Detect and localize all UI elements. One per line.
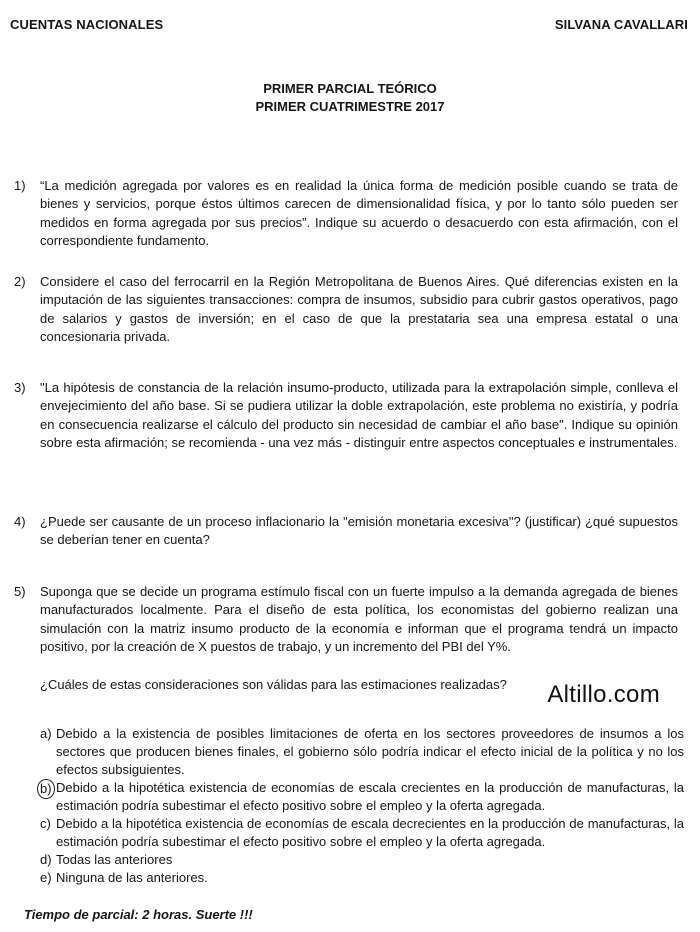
option-letter: d) — [40, 851, 52, 867]
question-number: 4) — [14, 514, 26, 529]
question-text: “La medición agregada por valores es en realidad la única forma de medición posible cuando se trata de bienes y servicios, porque éstos últimos carecen de dimensionalidad física, y por lo tanto sólo pueden ser medidos en forma agregada por sus precios”. Indique su acuerdo o desacuerdo con esta afirmación, con el correspondiente fundamento. — [40, 178, 678, 249]
exam-title-line-1: PRIMER PARCIAL TEÓRICO — [263, 81, 437, 96]
option-text: Debido a la hipotética existencia de economías de escala crecientes en la producción de manufacturas, la estimación podría subestimar el efecto positivo sobre el empleo y la oferta agregada. — [56, 779, 684, 813]
question-number: 5) — [14, 584, 26, 599]
answer-options — [40, 725, 684, 886]
option-text: Todas las anteriores — [56, 851, 173, 867]
question-5-prompt: ¿Cuáles de estas consideraciones son válidas para las estimaciones realizadas? — [40, 677, 507, 692]
question-text: Considere el caso del ferrocarril en la Región Metropolitana de Buenos Aires. Qué diferencias existen en la imputación de las siguientes transacciones: compra de insumos, subsidio para cubrir gastos operativos, pago de salarios y gastos de inversión; en el caso de que la prestataria sea una empresa estatal o una concesionaria privada. — [40, 274, 678, 345]
question-1 — [14, 177, 678, 251]
option-a — [40, 725, 684, 779]
option-c — [40, 815, 684, 851]
option-letter: e) — [40, 869, 52, 885]
option-text: Ninguna de las anteriores. — [56, 869, 208, 885]
option-text: Debido a la existencia de posibles limitaciones de oferta en los sectores proveedores de insumos a los sectores que producen bienes finales, el gobierno sólo podría indicar el efecto inicial de la política y no los efectos subsiguientes. — [56, 726, 684, 777]
watermark: Altillo.com — [547, 681, 660, 708]
exam-footer: Tiempo de parcial: 2 horas. Suerte !!! — [24, 907, 253, 922]
question-number: 1) — [14, 178, 26, 193]
question-5 — [14, 583, 678, 657]
question-3 — [14, 379, 678, 453]
option-e — [40, 869, 684, 887]
question-number: 3) — [14, 380, 26, 395]
option-letter: c) — [40, 815, 51, 831]
option-d — [40, 851, 684, 869]
question-4 — [14, 513, 678, 550]
question-text: "La hipótesis de constancia de la relación insumo-producto, utilizada para la extrapolación simple, conlleva el envejecimiento del año base. Si se pudiera utilizar la doble extrapolación, este problema no existiría, y podría en consecuencia realizarse el cálculo del producto sin necesidad de cambiar el año base". Indique su opinión sobre esta afirmación; se recomienda - una vez más - distinguir entre aspectos conceptuales e instrumentales. — [40, 380, 678, 451]
option-letter: a) — [40, 726, 52, 741]
exam-title-line-2: PRIMER CUATRIMESTRE 2017 — [255, 98, 445, 114]
exam-title — [0, 80, 700, 115]
teacher-name: SILVANA CAVALLARI — [554, 17, 688, 32]
question-number: 2) — [14, 274, 26, 289]
question-text: ¿Puede ser causante de un proceso inflacionario la "emisión monetaria excesiva"? (justificar) ¿qué supuestos se deberían tener en cuenta? — [40, 514, 678, 548]
question-text: Suponga que se decide un programa estímulo fiscal con un fuerte impulso a la demanda agregada de bienes manufacturados localmente. Para el diseño de esta política, los economistas del gobierno realizan una simulación con la matriz insumo producto de la economía e informan que el programa tendrá un impacto positivo, por la creación de X puestos de trabajo, y un incremento del PBI del Y%. — [40, 584, 678, 655]
option-text: Debido a la hipotética existencia de economías de escala decrecientes en la producción de manufacturas, la estimación podría subestimar el efecto positivo sobre el empleo y la oferta agregada. — [56, 815, 684, 849]
course-name: CUENTAS NACIONALES — [10, 17, 164, 32]
question-2 — [14, 273, 678, 347]
option-letter-circled: b) — [37, 779, 55, 799]
option-b — [40, 779, 684, 815]
